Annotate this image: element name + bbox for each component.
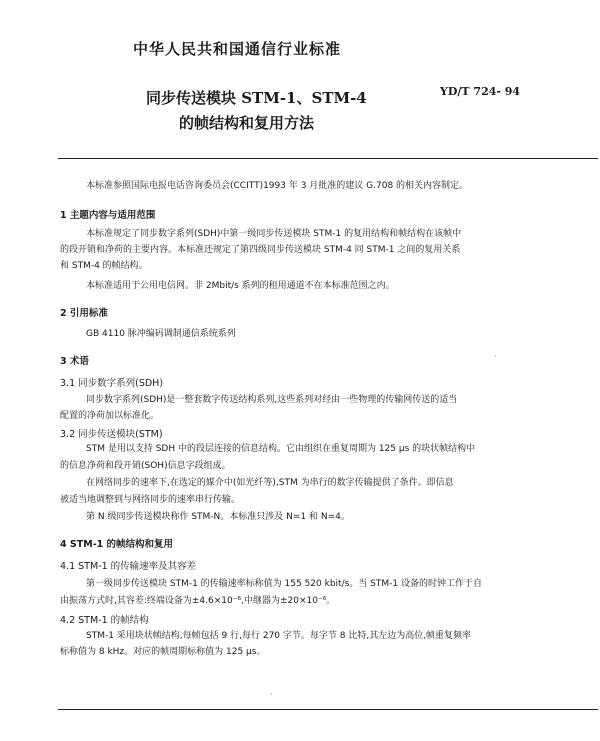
clause-4-2-text: 标称值为 8 kHz。对应的帧周期标称值为 125 μs。: [60, 647, 266, 657]
reference-standard: GB 4110 脉冲编码调制通信系统系列: [86, 329, 236, 339]
clause-4-1-heading: 4.1 STM-1 的传输速率及其容差: [60, 561, 197, 572]
standard-org-header: 中华人民共和国通信行业标准: [133, 40, 342, 58]
section-2-heading: 2 引用标准: [60, 308, 108, 319]
clause-3-1-heading: 3.1 同步数字系列(SDH): [60, 378, 164, 389]
section-3-heading: 3 术语: [60, 356, 89, 367]
clause-3-2-text: STM 是用以支持 SDH 中的段层连接的信息结构。它由组织在重复周期为 125 μs 的块状帧结构中: [86, 444, 476, 454]
clause-3-2-text: 被适当地调整到与网络同步的速率串行传输。: [60, 495, 241, 505]
intro-paragraph: 本标准参照国际电报电话咨询委员会(CCITT)1993 年 3 月批准的建议 G.708 的相关内容制定。: [86, 181, 469, 191]
scan-speck: ·: [270, 690, 273, 699]
clause-3-2-text: 第 N 级同步传送模块称作 STM-N。本标准只涉及 N=1 和 N=4。: [86, 512, 350, 522]
section-1-paragraph-line: 和 STM-4 的帧结构。: [60, 261, 148, 271]
header-divider: [58, 158, 598, 159]
document-title-line2: 的帧结构和复用方法: [179, 114, 315, 132]
clause-3-2-heading: 3.2 同步传送模块(STM): [60, 429, 163, 440]
scan-speck: ·: [494, 352, 497, 361]
section-1-heading: 1 主题内容与适用范围: [60, 210, 156, 221]
section-1-paragraph-line: 的段开销和净荷的主要内容。本标准还规定了第四级同步传送模块 STM-4 同 STM-1 之间的复用关系: [60, 245, 461, 255]
clause-4-1-text: 由振荡方式时,其容差:终端设备为±4.6×10⁻⁶,中继器为±20×10⁻⁶。: [60, 596, 336, 606]
section-4-heading: 4 STM-1 的帧结构和复用: [60, 539, 174, 550]
document-title-line1: 同步传送模块 STM-1、STM-4: [146, 89, 367, 107]
clause-4-1-text: 第一级同步传送模块 STM-1 的传输速率标称值为 155 520 kbit/s。当 STM-1 设备的时钟工作于自: [86, 579, 482, 589]
section-1-paragraph-line: 本标准规定了同步数字系列(SDH)中第一级同步传送模块 STM-1 的复用结构和帧结构在该帧中: [86, 229, 462, 239]
clause-4-2-heading: 4.2 STM-1 的帧结构: [60, 615, 149, 626]
clause-4-2-text: STM-1 采用块状帧结构,每帧包括 9 行,每行 270 字节。每字节 8 比特,其左边为高位,帧重复频率: [86, 631, 472, 641]
clause-3-2-text: 的信息净荷和段开销(SOH)信息字段组成。: [60, 461, 231, 471]
section-1-scope-paragraph: 本标准适用于公用电信网。非 2Mbit/s 系列的租用通道不在本标准范围之内。: [86, 281, 395, 291]
standard-code: YD/T 724- 94: [440, 85, 521, 98]
footer-divider: [58, 709, 598, 710]
clause-3-1-text: 配置的净荷加以标准化。: [60, 411, 160, 421]
clause-3-1-text: 同步数字系列(SDH)是一整套数字传送结构系列,这些系列对经由一些物理的传输网传送的适当: [86, 395, 458, 405]
clause-3-2-text: 在网络同步的速率下,在选定的媒介中(如光纤等),STM 为串行的数字传输提供了条件。即信息: [86, 478, 454, 488]
